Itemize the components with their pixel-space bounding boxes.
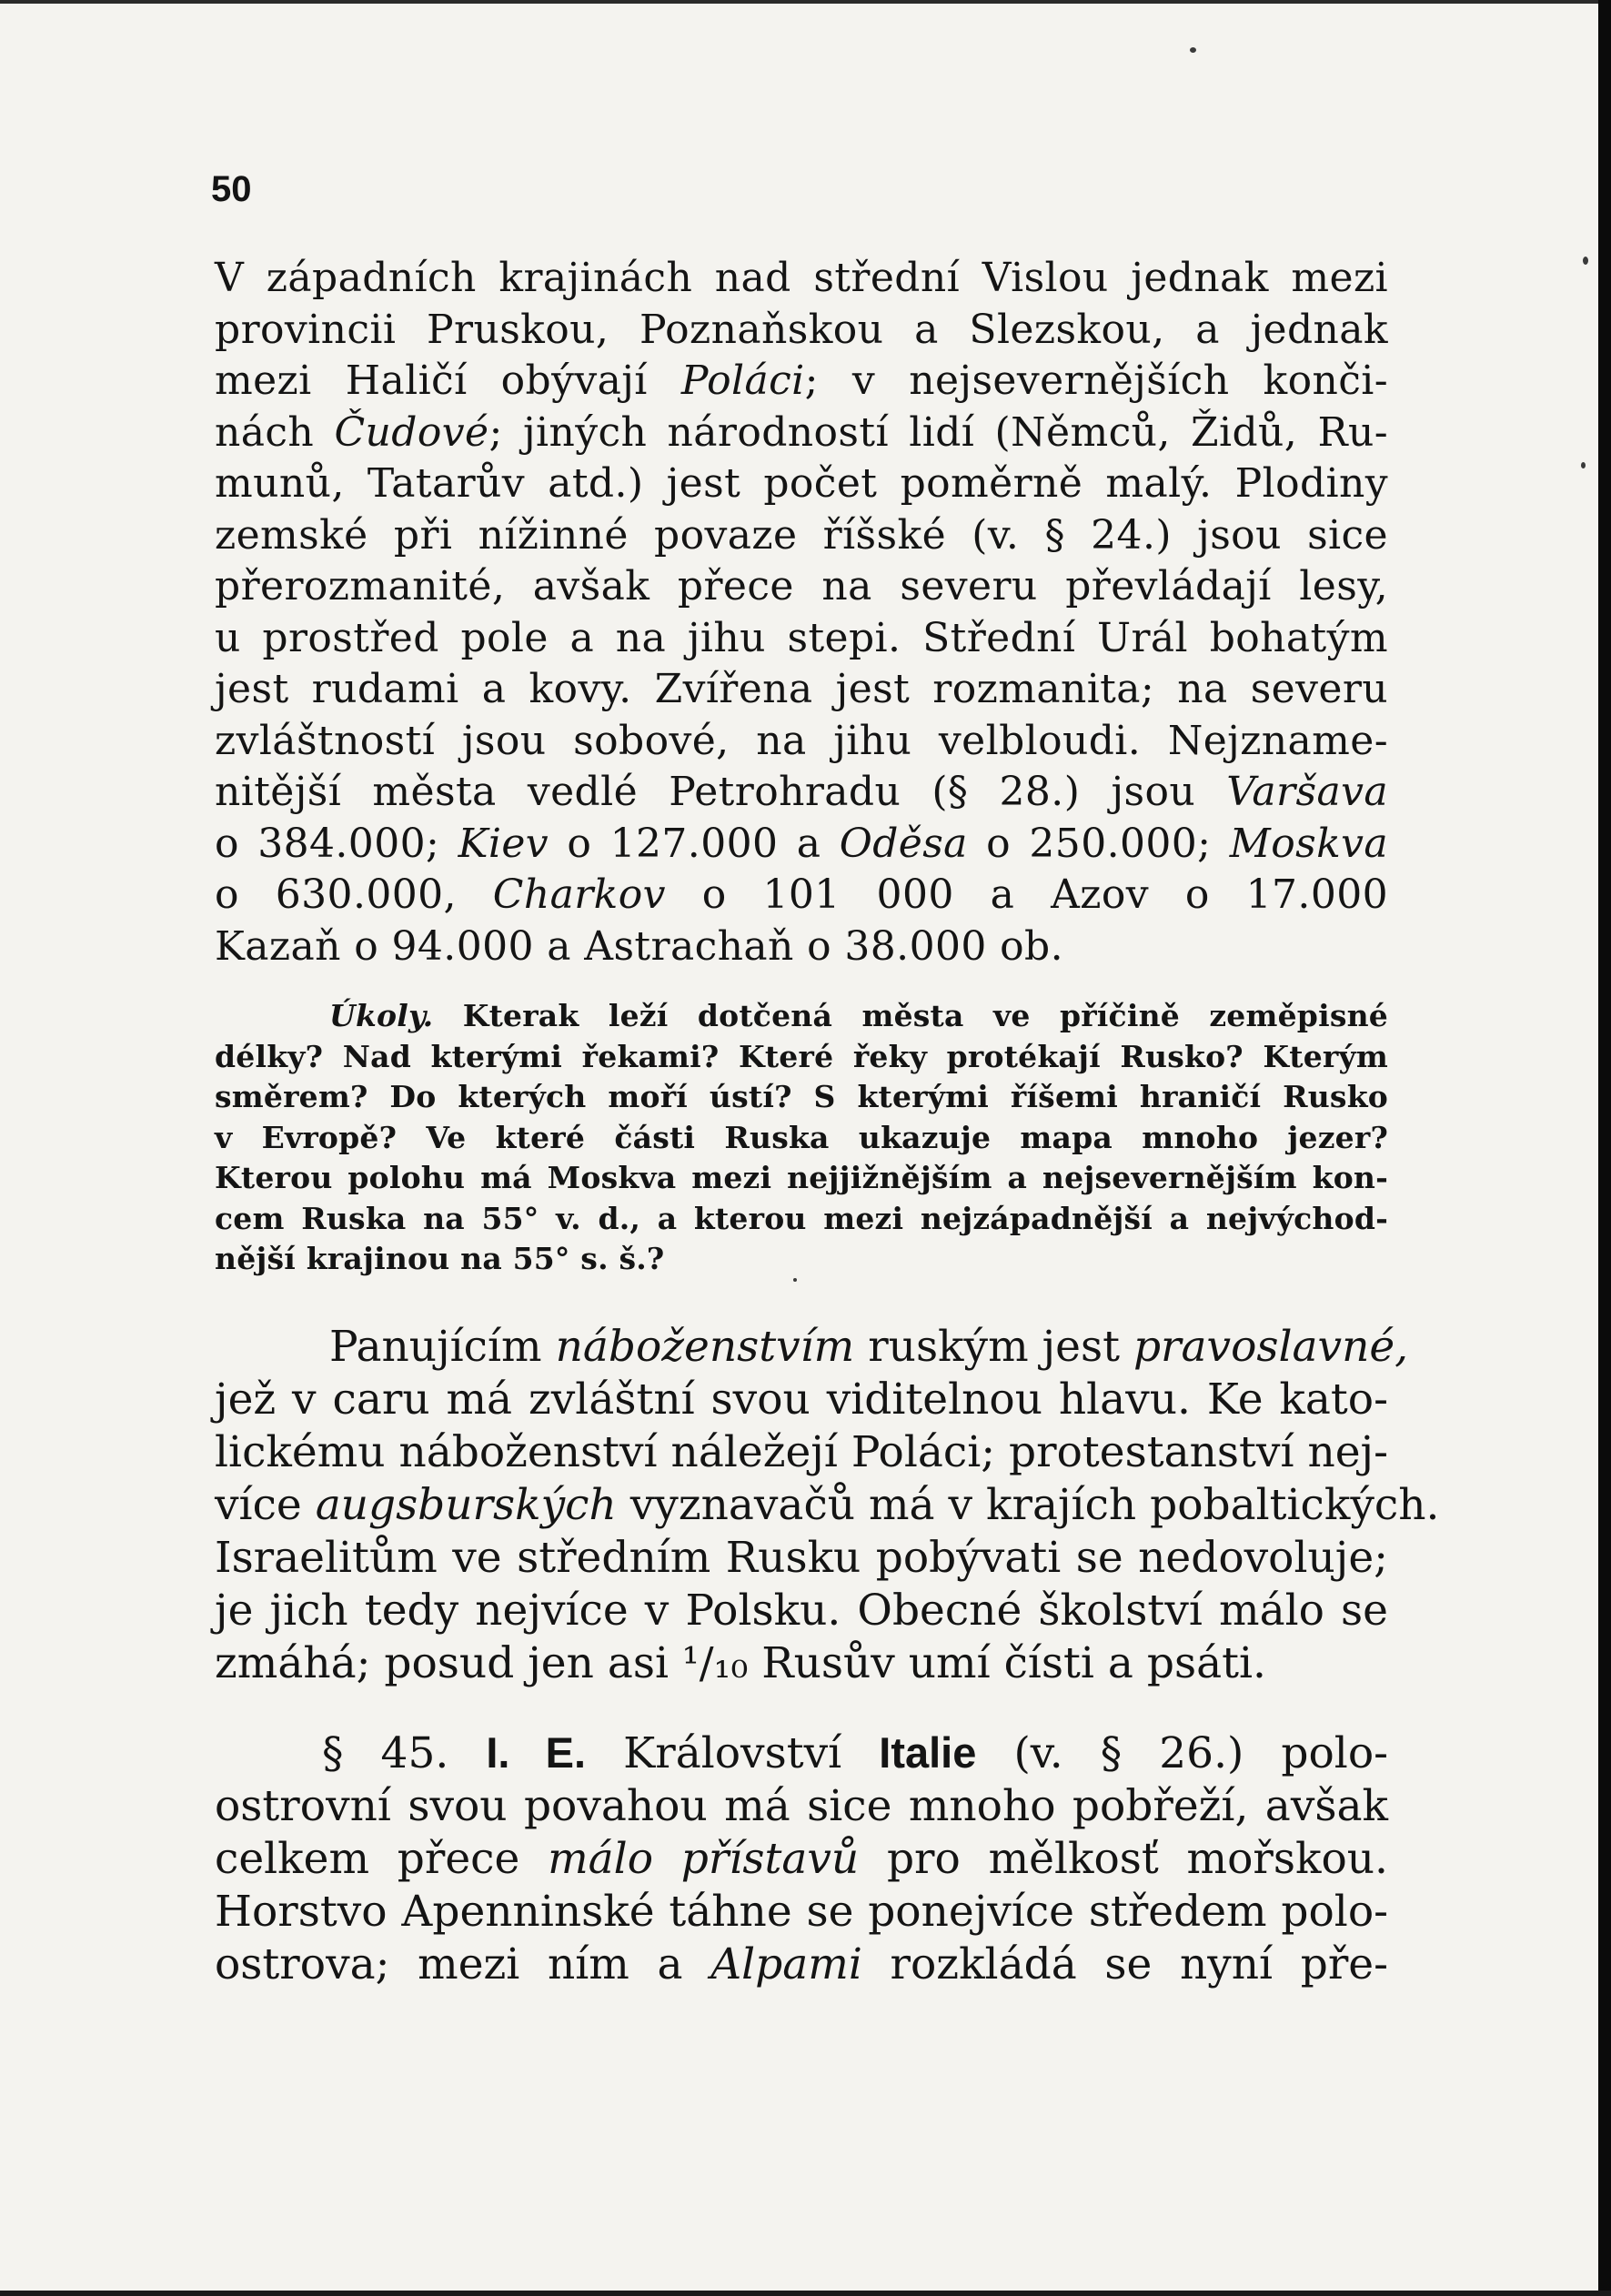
text-run: více [215,1480,302,1530]
text-line: Horstvo Apenninské táhne se ponejvíce středem polo- [215,1887,1388,1937]
emphasis: Čudové [334,408,489,456]
text-line: jež v caru má zvláštní svou viditelnou hlavu. Ke kato- [215,1375,1388,1425]
text-line: V západních krajinách nad střední Vislou jednak mezi [215,255,1388,301]
print-speck [1581,462,1586,468]
print-speck [1190,47,1196,53]
emphasis: Poláci [680,357,805,404]
page-right-edge [1598,0,1611,2296]
text-run: o 630.000, [215,871,457,918]
text-line [215,356,1388,408]
emphasis: Alpami [710,1939,862,1989]
text-line [215,408,1388,459]
text-line: Kazaň o 94.000 a Astrachaň o 38.000 ob. [215,922,1063,970]
text-run: o 250.000; [986,820,1212,867]
page-bottom-edge [0,2291,1611,2296]
text-line [215,996,1388,1037]
text-line [215,1939,1388,1991]
text-line: je jich tedy nejvíce v Polsku. Obecné školství málo se [215,1586,1388,1636]
text-line: zemské při nížinné povaze říšské (v. § 24.) jsou sice [215,511,1388,559]
emphasis: Moskva [1229,820,1389,867]
text-line: Israelitům ve středním Rusku pobývati se nedovoluje; [215,1533,1388,1583]
text-line: cem Ruska na 55° v. d., a kterou mezi nejzápadnější a nejvýchod- [215,1200,1388,1236]
paragraph-italy-section [215,1727,1388,1991]
text-line: v Evropě? Ve které části Ruska ukazuje mapa mnoho jezer? [215,1119,1388,1155]
text-run: Kterak leží dotčená města ve příčině zeměpisné [462,998,1388,1033]
text-run: ruským jest [868,1322,1120,1372]
emphasis: Oděsa [839,820,968,867]
text-line: zmáhá; posud jen asi ¹/₁₀ Rusův umí čísti a psáti. [215,1638,1266,1688]
text-line: provincii Pruskou, Poznaňskou a Slezskou, a jednak [215,306,1388,353]
emphasis: málo přístavů [548,1834,860,1884]
text-line: přerozmanité, avšak přece na severu převládají lesy, [215,563,1388,609]
paragraph-russia-nationalities [215,253,1388,972]
text-run: pro mělkosť mořskou. [886,1834,1388,1884]
text-line [215,1479,1440,1532]
page-top-edge [0,0,1611,4]
text-run: celkem přece [215,1834,520,1884]
text-run: vyznavačů má v krajích pobaltických. [629,1480,1440,1530]
text-line [215,870,1388,921]
text-line [215,819,1388,871]
paragraph-religion [215,1321,1440,1690]
emphasis: Charkov [492,871,666,918]
emphasis: Kiev [458,820,549,867]
emphasis: augsburských [315,1480,617,1530]
print-speck [1583,257,1588,265]
text-run: ; v nejsevernějších konči- [804,357,1389,404]
text-run: o 384.000; [215,820,440,867]
section-mark: I. E. [486,1728,587,1777]
text-line [215,1727,1388,1780]
text-line: jest rudami a kovy. Zvířena jest rozmanita; na severu [215,666,1388,712]
text-run: nách [215,408,315,456]
text-run: Panujícím [329,1322,542,1372]
text-run: nitější města vedlé Petrohradu (§ 28.) jsou [215,769,1196,815]
text-run: rozkládá se nyní pře- [890,1939,1388,1989]
text-run: Království [623,1728,842,1778]
text-line: u prostřed pole a na jihu stepi. Střední Urál bohatým [215,614,1388,661]
tasks-label: Úkoly. [329,998,434,1033]
tasks-exercises [215,996,1388,1280]
text-run: mezi Haličí obývají [215,357,648,404]
text-line [215,767,1388,819]
emphasis: náboženstvím [555,1322,855,1372]
section-number: § 45. [322,1728,449,1778]
text-line: Kterou polohu má Moskva mezi nejjižnějším a nejsevernějším kon- [215,1160,1388,1195]
text-run: ; jiných národností lidí (Němců, Židů, Ru- [488,408,1389,456]
country-name: Italie [879,1728,977,1777]
page-number: 50 [211,169,252,209]
text-run: o 127.000 a [567,820,821,867]
text-line: nější krajinou na 55° s. š.? [215,1241,665,1276]
text-line: směrem? Do kterých moří ústí? S kterými říšemi hraničí Rusko [215,1079,1388,1114]
text-run: o 101 000 a Azov o 17.000 [701,871,1389,918]
text-line: ostrovní svou povahou má sice mnoho pobřeží, avšak [215,1781,1388,1831]
text-line: zvláštností jsou sobové, na jihu velbloudi. Nejzname- [215,717,1388,764]
text-line [215,1833,1388,1886]
text-line: délky? Nad kterými řekami? Které řeky protékají Rusko? Kterým [215,1038,1388,1074]
text-line [215,1321,1409,1374]
text-line: lickému náboženství náležejí Poláci; protestanství nej- [215,1427,1388,1477]
emphasis: Varšava [1226,769,1388,815]
text-run: (v. § 26.) polo- [1013,1728,1389,1778]
emphasis: pravoslavné, [1133,1322,1409,1372]
text-line: munů, Tatarův atd.) jest počet poměrně malý. Plodiny [215,460,1388,507]
text-run: ostrova; mezi ním a [215,1939,683,1989]
